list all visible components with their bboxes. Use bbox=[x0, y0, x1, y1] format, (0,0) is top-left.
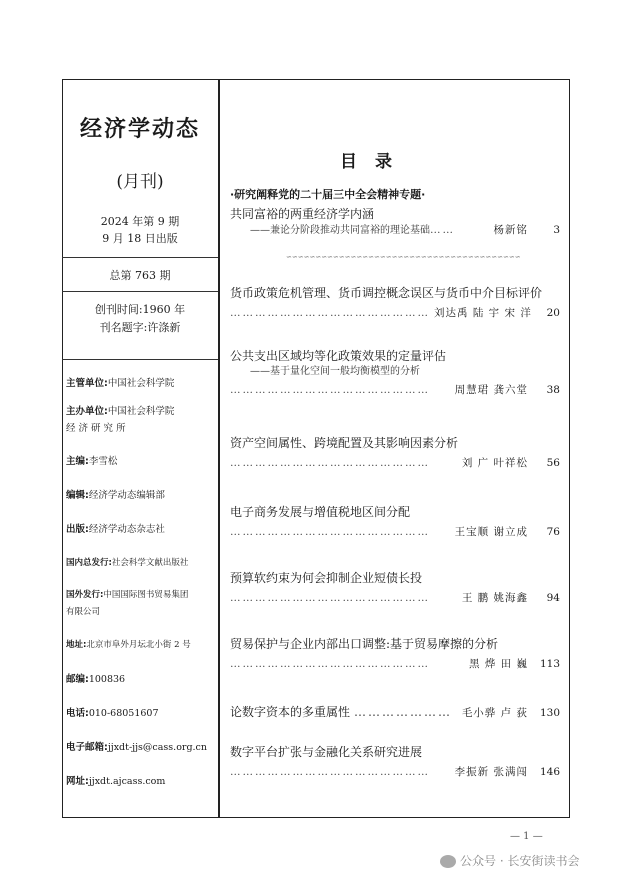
credit-phone: 电话:010-68051607 bbox=[66, 708, 159, 719]
article-authors: 王宝顺 谢立成 bbox=[454, 526, 528, 538]
leader-dots: ………………………………………… bbox=[230, 457, 430, 469]
leader-dots: …… bbox=[430, 224, 455, 236]
leader-dots: ………………………………………… bbox=[230, 766, 430, 778]
credit-supervisor: 主管单位:中国社会科学院 bbox=[66, 378, 175, 389]
leader-dots: ………………………………………… bbox=[230, 592, 430, 604]
frequency-label: (月刊) bbox=[116, 172, 164, 192]
article-title: 共同富裕的两重经济学内涵 bbox=[230, 207, 375, 221]
founded-year: 创刊时间:1960 年 bbox=[94, 303, 186, 316]
article-title: 资产空间属性、跨境配置及其影响因素分析 bbox=[230, 436, 459, 450]
toc-title: 目录 bbox=[340, 152, 410, 172]
publish-date: 9 月 18 日出版 bbox=[102, 232, 178, 245]
journal-title: 经济学动态 bbox=[79, 117, 200, 142]
article-authors: 刘 广 叶祥松 bbox=[461, 457, 528, 469]
article-byline bbox=[230, 382, 560, 398]
credit-domestic-distribution: 国内总发行:社会科学文献出版社 bbox=[66, 558, 189, 568]
article-authors: 刘达禹 陆 宇 宋 洋 bbox=[434, 307, 532, 319]
article-byline bbox=[230, 764, 560, 780]
watermark-text: 公众号 · 长安街读书会 bbox=[460, 854, 580, 868]
article-subtitle: ——基于量化空间一般均衡模型的分析 bbox=[250, 366, 420, 377]
article-title: 论数字资本的多重属性 bbox=[230, 705, 351, 719]
wavy-divider: ∽∽∽∽∽∽∽∽∽∽∽∽∽∽∽∽∽∽∽∽∽∽∽∽∽∽∽∽∽∽∽∽∽∽∽∽∽∽∽∽ bbox=[286, 253, 521, 261]
credit-email: 电子邮箱:jjxdt-jjs@cass.org.cn bbox=[66, 742, 207, 753]
leader-dots: ………………………………………… bbox=[230, 658, 430, 670]
page-number: 146 bbox=[539, 766, 560, 778]
footer-page-number: — 1 — bbox=[510, 831, 543, 842]
issue-info bbox=[62, 213, 218, 247]
article-title: 货币政策危机管理、货币调控概念误区与货币中介目标评价 bbox=[230, 286, 543, 300]
divider-line bbox=[62, 359, 218, 360]
total-issue: 总第 763 期 bbox=[109, 269, 171, 282]
toc-entry[interactable] bbox=[230, 636, 560, 672]
article-authors: 王 鹏 姚海鑫 bbox=[461, 592, 528, 604]
issue-number: 2024 年第 9 期 bbox=[100, 215, 180, 228]
founding-info bbox=[62, 301, 218, 337]
article-title: 贸易保护与企业内部出口调整:基于贸易摩擦的分析 bbox=[230, 637, 499, 651]
page-number: 20 bbox=[546, 307, 560, 319]
leader-dots: ………………………………………… bbox=[230, 384, 430, 396]
special-topic-heading: ·研究阐释党的二十届三中全会精神专题· bbox=[230, 188, 426, 201]
divider-line bbox=[62, 257, 218, 258]
credit-editor-in-chief: 主编:李雪松 bbox=[66, 456, 118, 467]
credit-website: 网址:jjxdt.ajcass.com bbox=[66, 776, 166, 787]
article-byline bbox=[230, 656, 560, 672]
credit-postcode: 邮编:100836 bbox=[66, 674, 126, 685]
article-byline bbox=[230, 455, 560, 471]
page-number: 3 bbox=[553, 224, 560, 236]
wechat-watermark bbox=[440, 852, 579, 869]
credit-editorial: 编辑:经济学动态编辑部 bbox=[66, 490, 165, 501]
title-calligraphy: 刊名题字:许涤新 bbox=[99, 321, 181, 334]
page-number: 38 bbox=[546, 384, 560, 396]
article-authors: 李振新 张满闯 bbox=[454, 766, 528, 778]
page-number: 113 bbox=[539, 658, 560, 670]
article-byline bbox=[230, 704, 560, 721]
leader-dots: ………………………………………… bbox=[230, 307, 430, 319]
article-byline bbox=[230, 590, 560, 606]
toc-entry[interactable] bbox=[230, 206, 560, 239]
page-number: 76 bbox=[546, 526, 560, 538]
article-authors: 毛小骅 卢 荻 bbox=[461, 707, 528, 719]
wechat-icon bbox=[440, 855, 456, 868]
article-byline bbox=[230, 305, 560, 321]
page-number: 94 bbox=[546, 592, 560, 604]
article-title: 数字平台扩张与金融化关系研究进展 bbox=[230, 745, 423, 759]
page-number: 56 bbox=[546, 457, 560, 469]
article-authors: 黑 烨 田 巍 bbox=[468, 658, 528, 670]
article-title: 电子商务发展与增值税地区间分配 bbox=[230, 505, 411, 519]
leader-dots: ………………………………………… bbox=[230, 526, 430, 538]
leader-dots: ………………… bbox=[354, 705, 453, 719]
article-byline bbox=[230, 222, 560, 239]
article-byline bbox=[230, 524, 560, 540]
toc-entry[interactable] bbox=[230, 348, 560, 398]
toc-entry[interactable] bbox=[230, 504, 560, 540]
toc-entry[interactable] bbox=[230, 704, 560, 721]
article-title: 公共支出区域均等化政策效果的定量评估 bbox=[230, 349, 447, 363]
credit-address: 地址:北京市阜外月坛北小街 2 号 bbox=[66, 640, 191, 650]
article-subtitle: ——兼论分阶段推动共同富裕的理论基础 bbox=[250, 225, 430, 236]
credit-overseas-distribution: 国外发行:中国国际图书贸易集团 有限公司 bbox=[66, 590, 189, 617]
article-authors: 杨新铭 bbox=[493, 224, 528, 236]
toc-entry[interactable] bbox=[230, 435, 560, 471]
credit-sponsor: 主办单位:中国社会科学院 经 济 研 究 所 bbox=[66, 406, 175, 434]
divider-line bbox=[62, 291, 218, 292]
toc-entry[interactable] bbox=[230, 744, 560, 780]
column-divider bbox=[218, 79, 220, 818]
article-authors: 周慧珺 龚六堂 bbox=[454, 384, 528, 396]
article-title: 预算软约束为何会抑制企业短债长投 bbox=[230, 571, 423, 585]
credit-publisher: 出版:经济学动态杂志社 bbox=[66, 524, 165, 535]
page-number: 130 bbox=[539, 707, 560, 719]
toc-entry[interactable] bbox=[230, 285, 560, 321]
toc-entry[interactable] bbox=[230, 570, 560, 606]
